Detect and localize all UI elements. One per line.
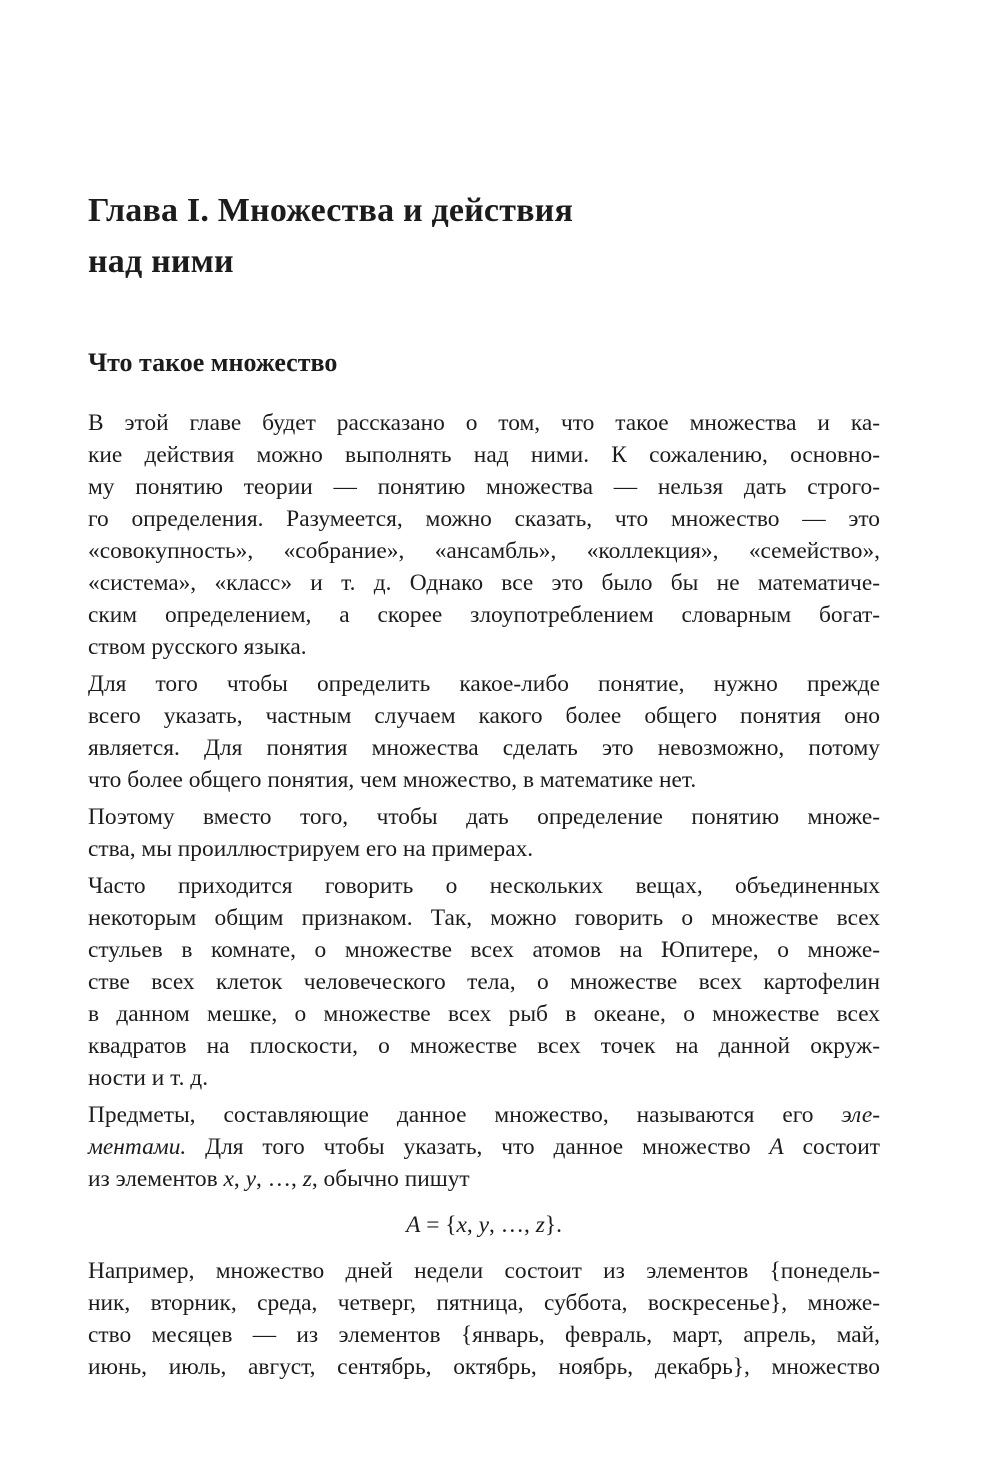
section-title: Что такое множество — [88, 348, 338, 377]
text-line: «совокупность», «собрание», «ансамбль», «коллекция», «семейство», — [88, 538, 880, 564]
math-variable: A — [769, 1134, 784, 1160]
text-run: , — [233, 1166, 246, 1192]
text-line — [88, 1131, 880, 1163]
text-line: стве всех клеток человеческого тела, о множестве всех картофелин — [88, 969, 880, 995]
paragraph-3 — [88, 801, 880, 865]
text-line: кие действия можно выполнять над ними. К сожалению, основно- — [88, 442, 880, 468]
text-line: Для того чтобы определить какое-либо понятие, нужно прежде — [88, 671, 880, 697]
text-line: ство месяцев — из элементов {январь, февраль, март, апрель, май, — [88, 1322, 880, 1348]
text-run: состоит — [783, 1134, 880, 1160]
math-variable: z — [535, 1212, 545, 1238]
paragraph-5 — [88, 1099, 880, 1195]
text-line: «система», «класс» и т. д. Однако все это было бы не математиче- — [88, 570, 880, 596]
math-variable: y — [245, 1166, 256, 1192]
emphasized-term: эле- — [841, 1102, 880, 1128]
text-line: ством русского языка. — [88, 634, 307, 660]
paragraph-2 — [88, 668, 880, 796]
text-line: В этой главе будет рассказано о том, что такое множества и ка- — [88, 410, 880, 436]
text-line: стульев в комнате, о множестве всех атомов на Юпитере, о множе- — [88, 937, 880, 963]
text-line — [88, 1163, 880, 1195]
chapter-title-line-1: Глава I. Множества и действия — [88, 192, 574, 229]
text-line: Поэтому вместо того, чтобы дать определение понятию множе- — [88, 804, 880, 830]
text-line: ским определением, а скорее злоупотреблением словарным богат- — [88, 602, 880, 628]
display-formula — [88, 1195, 880, 1255]
text-line: му понятию теории — понятию множества — нельзя дать строго- — [88, 474, 880, 500]
text-line: в данном мешке, о множестве всех рыб в океане, о множестве всех — [88, 1001, 880, 1027]
paragraph-1 — [88, 407, 880, 663]
text-line: некоторым общим признаком. Так, можно говорить о множестве всех — [88, 905, 880, 931]
text-line: июнь, июль, август, сентябрь, октябрь, ноябрь, декабрь}, множество — [88, 1354, 880, 1380]
math-operator: , …, — [488, 1212, 536, 1238]
text-line: ства, мы проиллюстрируем его на примерах. — [88, 836, 534, 862]
math-variable: x — [456, 1212, 467, 1238]
text-run: Предметы, составляющие данное множество, называются его — [88, 1102, 842, 1128]
text-line: квадратов на плоскости, о множестве всех точек на данной окруж- — [88, 1033, 880, 1059]
math-operator: , — [466, 1212, 479, 1238]
text-line: является. Для понятия множества сделать это невозможно, потому — [88, 735, 880, 761]
text-line: го определения. Разумеется, можно сказать, что множество — это — [88, 506, 880, 532]
chapter-title-line-2: над ними — [88, 243, 234, 280]
math-variable: z — [302, 1166, 312, 1192]
emphasized-term: ментами. — [88, 1134, 187, 1160]
body-text — [88, 407, 880, 1383]
text-line: всего указать, частным случаем какого более общего понятия оно — [88, 703, 880, 729]
chapter-title — [88, 185, 788, 287]
text-run: Для того чтобы указать, что данное множество — [186, 1134, 770, 1160]
text-line: что более общего понятия, чем множество, в математике нет. — [88, 767, 697, 793]
math-variable: y — [478, 1212, 489, 1238]
text-line: Например, множество дней недели состоит из элементов {понедель- — [88, 1258, 880, 1284]
text-run: из элементов — [88, 1166, 224, 1192]
text-line: ник, вторник, среда, четверг, пятница, суббота, воскресенье}, множе- — [88, 1290, 880, 1316]
paragraph-6 — [88, 1255, 880, 1383]
paragraph-4 — [88, 870, 880, 1094]
math-operator: }. — [544, 1212, 562, 1238]
text-line: Часто приходится говорить о нескольких вещах, объединенных — [88, 873, 880, 899]
text-line — [88, 1099, 880, 1131]
text-run: , обычно пишут — [311, 1166, 470, 1192]
math-variable: A — [406, 1212, 421, 1238]
text-line: ности и т. д. — [88, 1065, 209, 1091]
math-variable: x — [223, 1166, 234, 1192]
text-run: , …, — [255, 1166, 303, 1192]
math-operator: = { — [420, 1212, 457, 1238]
